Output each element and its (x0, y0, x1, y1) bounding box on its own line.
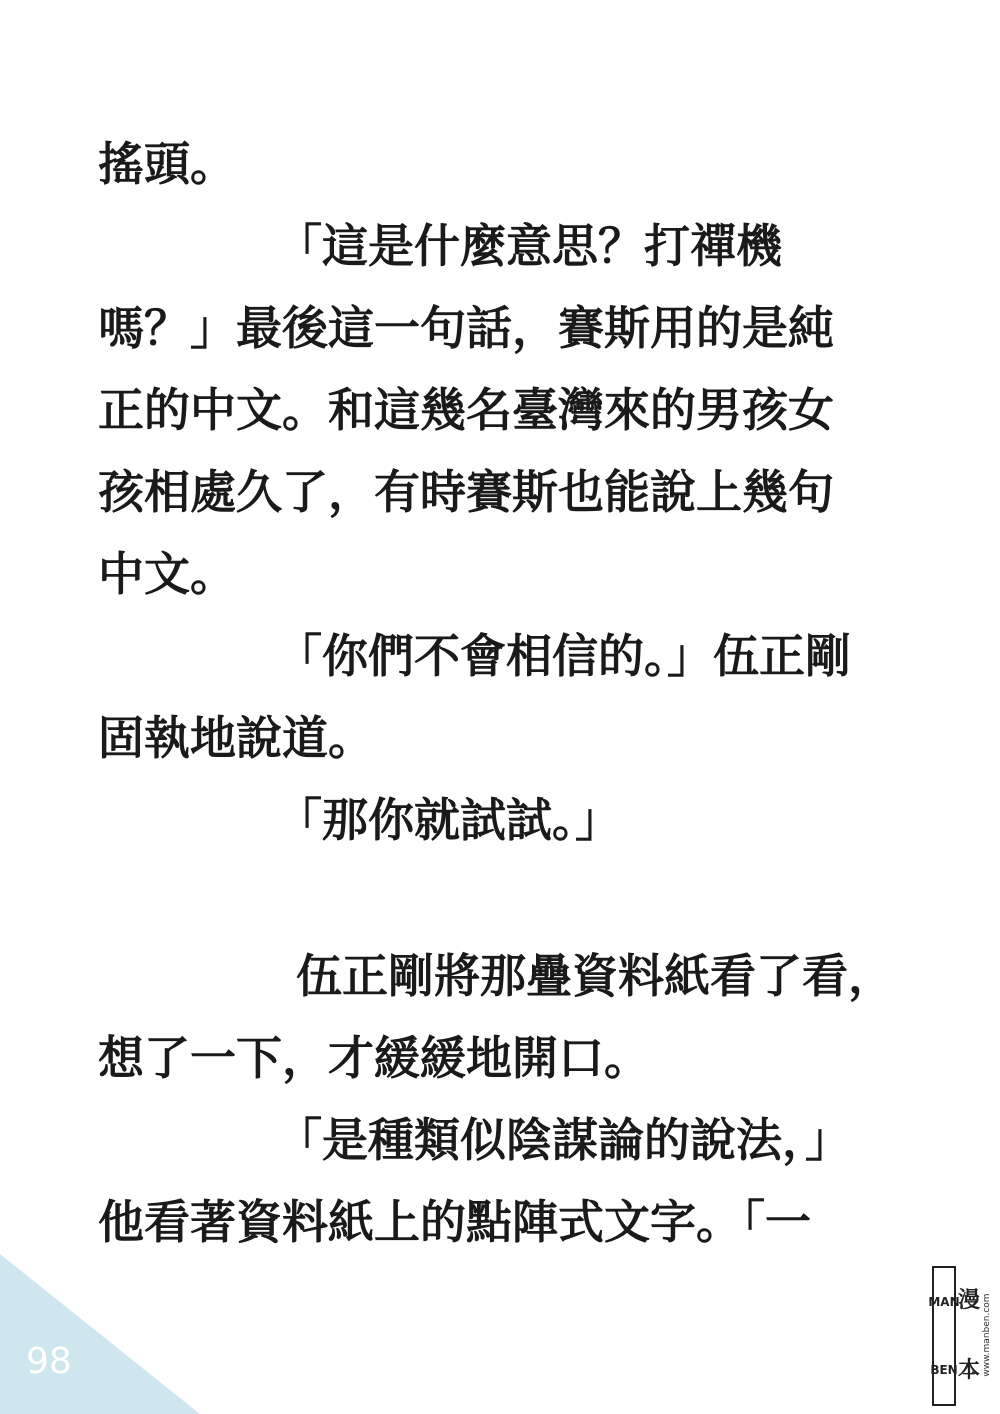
text-line-8: 固執地說道。 (98, 711, 374, 765)
watermark-box-letters-1: MAN (928, 1295, 960, 1309)
text-line-13: 他看著資料紙上的點陣式文字。「一 (98, 1195, 811, 1249)
watermark-url (982, 1266, 992, 1406)
text-line-4: 正的中文。和這幾名臺灣來的男孩女 (98, 383, 834, 437)
page-number: 98 (26, 1341, 72, 1382)
text-line-11: 想了一下，才緩緩地開口。 (98, 1031, 650, 1085)
text-line-7: 「你們不會相信的。」伍正剛 (276, 629, 851, 683)
text-line-9: 「那你就試試。」 (276, 793, 621, 847)
text-line-2: 「這是什麼意思？打禪機 (276, 219, 782, 273)
text-line-12: 「是種類似陰謀論的說法，」 (276, 1113, 851, 1167)
text-line-3: 嗎？」最後這一句話，賽斯用的是純 (98, 301, 834, 355)
watermark-char-1: 漫 (958, 1288, 981, 1313)
watermark-char-2: 本 (958, 1358, 981, 1383)
watermark-url-text: www.manben.com (982, 1293, 992, 1377)
text-line-10: 伍正剛將那疊資料紙看了看， (296, 949, 894, 1003)
watermark-chars (958, 1266, 980, 1406)
watermark-logo (928, 1266, 992, 1406)
watermark-box (928, 1266, 960, 1406)
text-line-6: 中文。 (98, 547, 236, 601)
text-line-5: 孩相處久了，有時賽斯也能說上幾句 (98, 465, 834, 519)
text-line-1: 搖頭。 (98, 137, 236, 191)
watermark-box-letters-2: BEN (930, 1363, 958, 1377)
corner-triangle-decoration (0, 1254, 200, 1414)
